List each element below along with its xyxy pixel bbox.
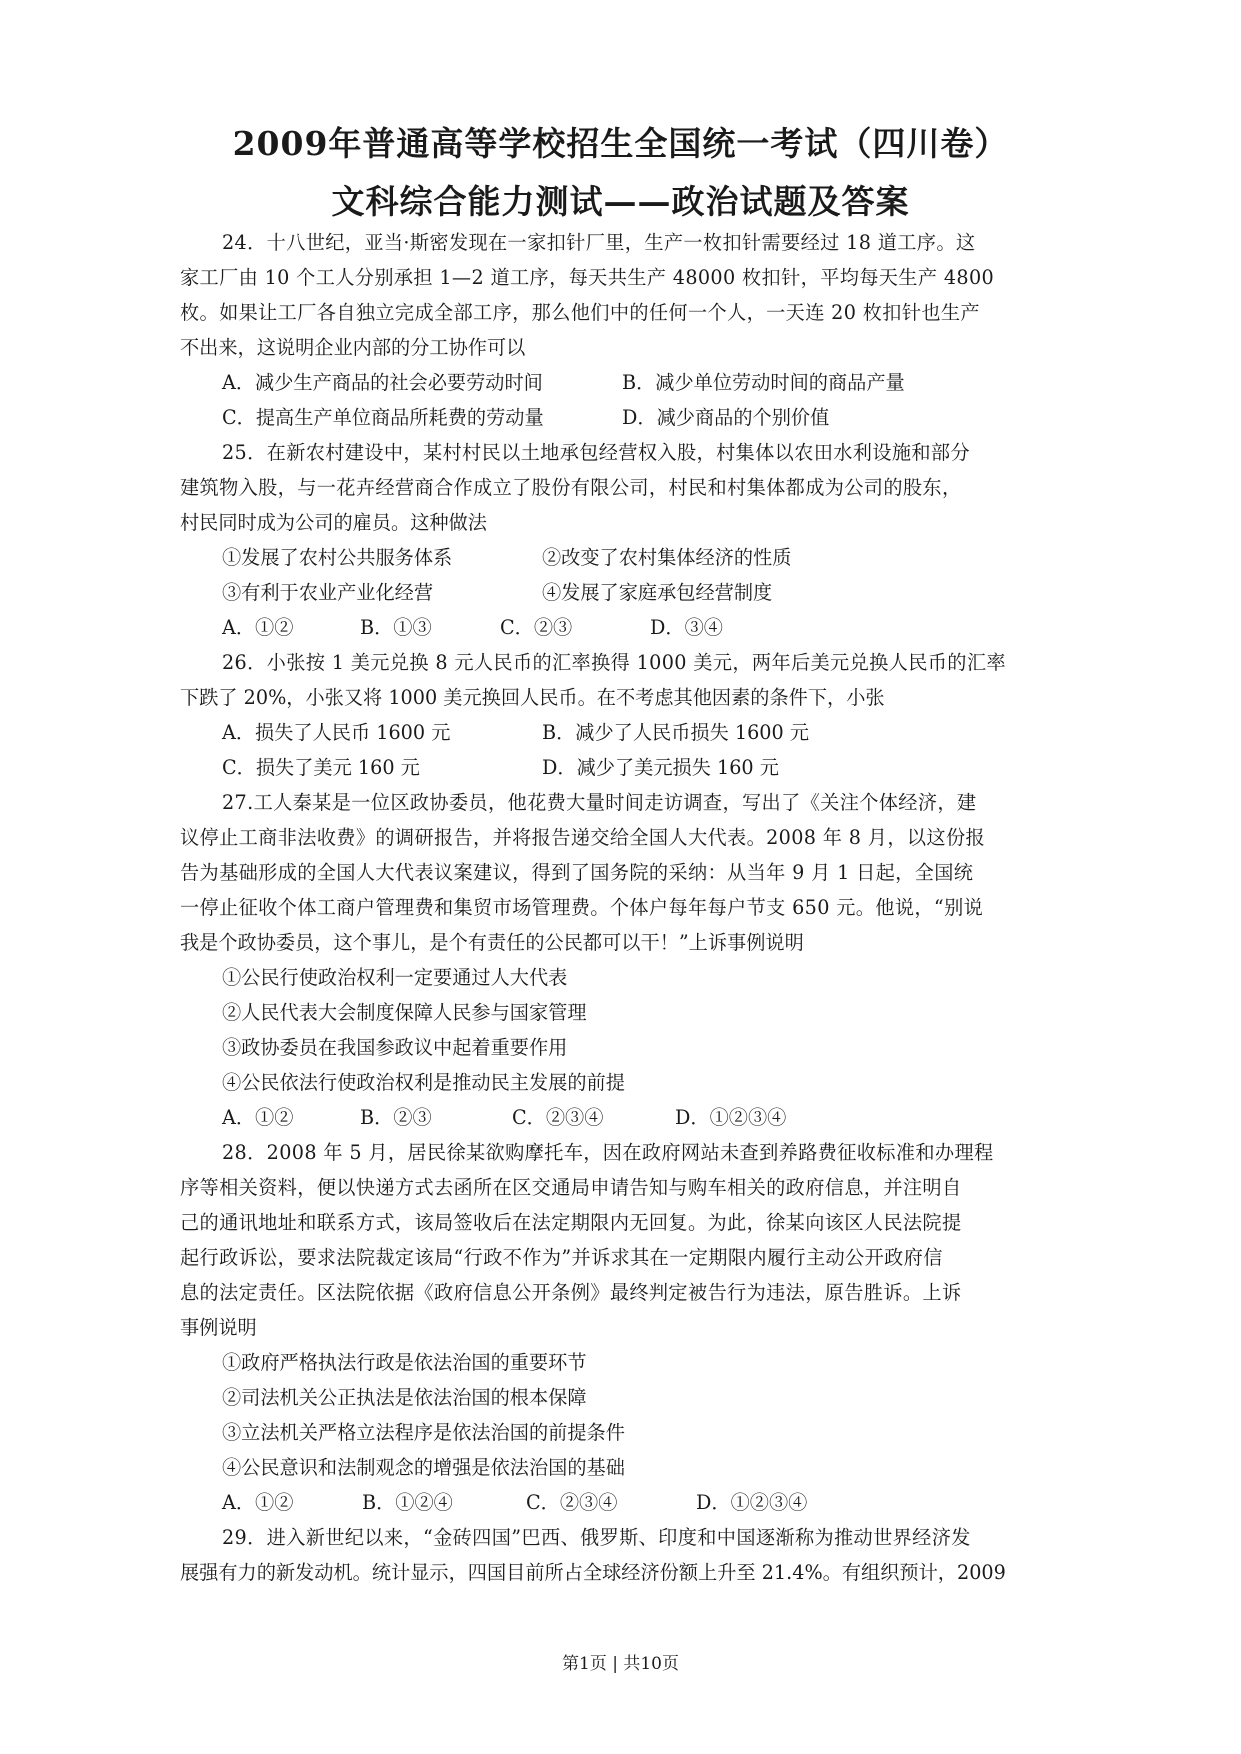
statement-item: ②司法机关公正执法是依法治国的根本保障 xyxy=(222,1386,587,1409)
answer-option: C．损失了美元 160 元 xyxy=(222,756,420,779)
question-text-line: 家工厂由 10 个工人分别承担 1—2 道工序，每天共生产 48000 枚扣针，平均每天生产 4800 xyxy=(180,266,995,289)
statement-item: ④公民意识和法制观念的增强是依法治国的基础 xyxy=(222,1456,625,1479)
statement-item: ②改变了农村集体经济的性质 xyxy=(542,546,792,569)
answer-option: D．减少了美元损失 160 元 xyxy=(542,756,779,779)
question-text-line: 下跌了 20%，小张又将 1000 美元换回人民币。在不考虑其他因素的条件下，小张 xyxy=(180,686,885,709)
question-text-line: 25．在新农村建设中，某村村民以土地承包经营权入股，村集体以农田水利设施和部分 xyxy=(222,441,971,464)
answer-option: D．③④ xyxy=(650,616,723,639)
statement-item: ②人民代表大会制度保障人民参与国家管理 xyxy=(222,1001,587,1024)
answer-option: D．①②③④ xyxy=(696,1491,808,1514)
answer-option: B．减少单位劳动时间的商品产量 xyxy=(622,371,905,394)
statement-item: ①政府严格执法行政是依法治国的重要环节 xyxy=(222,1351,587,1374)
question-text-line: 序等相关资料，便以快递方式去函所在区交通局申请告知与购车相关的政府信息，并注明自 xyxy=(180,1176,962,1199)
question-text-line: 起行政诉讼，要求法院裁定该局“行政不作为”并诉求其在一定期限内履行主动公开政府信 xyxy=(180,1246,943,1269)
statement-item: ③立法机关严格立法程序是依法治国的前提条件 xyxy=(222,1421,625,1444)
statement-item: ①发展了农村公共服务体系 xyxy=(222,546,453,569)
question-text-line: 29．进入新世纪以来，“金砖四国”巴西、俄罗斯、印度和中国逐渐称为推动世界经济发 xyxy=(222,1526,971,1549)
question-text-line: 息的法定责任。区法院依据《政府信息公开条例》最终判定被告行为违法，原告胜诉。上诉 xyxy=(180,1281,962,1304)
question-text-line: 我是个政协委员，这个事儿，是个有责任的公民都可以干！”上诉事例说明 xyxy=(180,931,804,954)
answer-option: A．①② xyxy=(222,1491,294,1514)
answer-option: C．②③ xyxy=(500,616,573,639)
answer-option: B．②③ xyxy=(360,1106,432,1129)
statement-item: ③有利于农业产业化经营 xyxy=(222,581,434,604)
answer-option: A．①② xyxy=(222,616,294,639)
statement-item: ④公民依法行使政治权利是推动民主发展的前提 xyxy=(222,1071,625,1094)
question-text-line: 26．小张按 1 美元兑换 8 元人民币的汇率换得 1000 美元，两年后美元兑换人民币的汇率 xyxy=(222,651,1006,674)
question-text-line: 枚。如果让工厂各自独立完成全部工序，那么他们中的任何一个人，一天连 20 枚扣针也生产 xyxy=(180,301,980,324)
page-footer: 第1页 | 共10页 xyxy=(562,1654,679,1674)
question-text-line: 事例说明 xyxy=(180,1316,257,1339)
question-text-line: 一停止征收个体工商户管理费和集贸市场管理费。个体户每年每户节支 650 元。他说，“别说 xyxy=(180,896,984,919)
question-text-line: 展强有力的新发动机。统计显示，四国目前所占全球经济份额上升至 21.4%。有组织预计，2009 xyxy=(180,1561,1006,1584)
answer-option: A．①② xyxy=(222,1106,294,1129)
statement-item: ④发展了家庭承包经营制度 xyxy=(542,581,773,604)
answer-option: B．减少了人民币损失 1600 元 xyxy=(542,721,810,744)
question-text-line: 议停止工商非法收费》的调研报告，并将报告递交给全国人大代表。2008 年 8 月，以这份报 xyxy=(180,826,986,849)
answer-option: D．减少商品的个别价值 xyxy=(622,406,830,429)
page-title: 2009年普通高等学校招生全国统一考试（四川卷） xyxy=(232,124,1009,163)
question-text-line: 27.工人秦某是一位区政协委员，他花费大量时间走访调查，写出了《关注个体经济，建 xyxy=(222,791,977,814)
question-text-line: 不出来，这说明企业内部的分工协作可以 xyxy=(180,336,526,359)
answer-option: C．②③④ xyxy=(512,1106,604,1129)
question-text-line: 告为基础形成的全国人大代表议案建议，得到了国务院的采纳：从当年 9 月 1 日起，全国统 xyxy=(180,861,974,884)
question-text-line: 24．十八世纪，亚当·斯密发现在一家扣针厂里，生产一枚扣针需要经过 18 道工序。这 xyxy=(222,231,976,254)
question-text-line: 建筑物入股，与一花卉经营商合作成立了股份有限公司，村民和村集体都成为公司的股东， xyxy=(180,476,962,499)
answer-option: A．减少生产商品的社会必要劳动时间 xyxy=(222,371,543,394)
question-text-line: 村民同时成为公司的雇员。这种做法 xyxy=(180,511,487,534)
answer-option: B．①③ xyxy=(360,616,432,639)
answer-option: A．损失了人民币 1600 元 xyxy=(222,721,451,744)
answer-option: D．①②③④ xyxy=(675,1106,787,1129)
answer-option: C．提高生产单位商品所耗费的劳动量 xyxy=(222,406,544,429)
page-subtitle: 文科综合能力测试——政治试题及答案 xyxy=(331,182,910,221)
statement-item: ①公民行使政治权利一定要通过人大代表 xyxy=(222,966,568,989)
question-text-line: 己的通讯地址和联系方式，该局签收后在法定期限内无回复。为此，徐某向该区人民法院提 xyxy=(180,1211,962,1234)
answer-option: C．②③④ xyxy=(526,1491,618,1514)
question-text-line: 28．2008 年 5 月，居民徐某欲购摩托车，因在政府网站未查到养路费征收标准和办理程 xyxy=(222,1141,994,1164)
statement-item: ③政协委员在我国参政议中起着重要作用 xyxy=(222,1036,568,1059)
answer-option: B．①②④ xyxy=(362,1491,453,1514)
